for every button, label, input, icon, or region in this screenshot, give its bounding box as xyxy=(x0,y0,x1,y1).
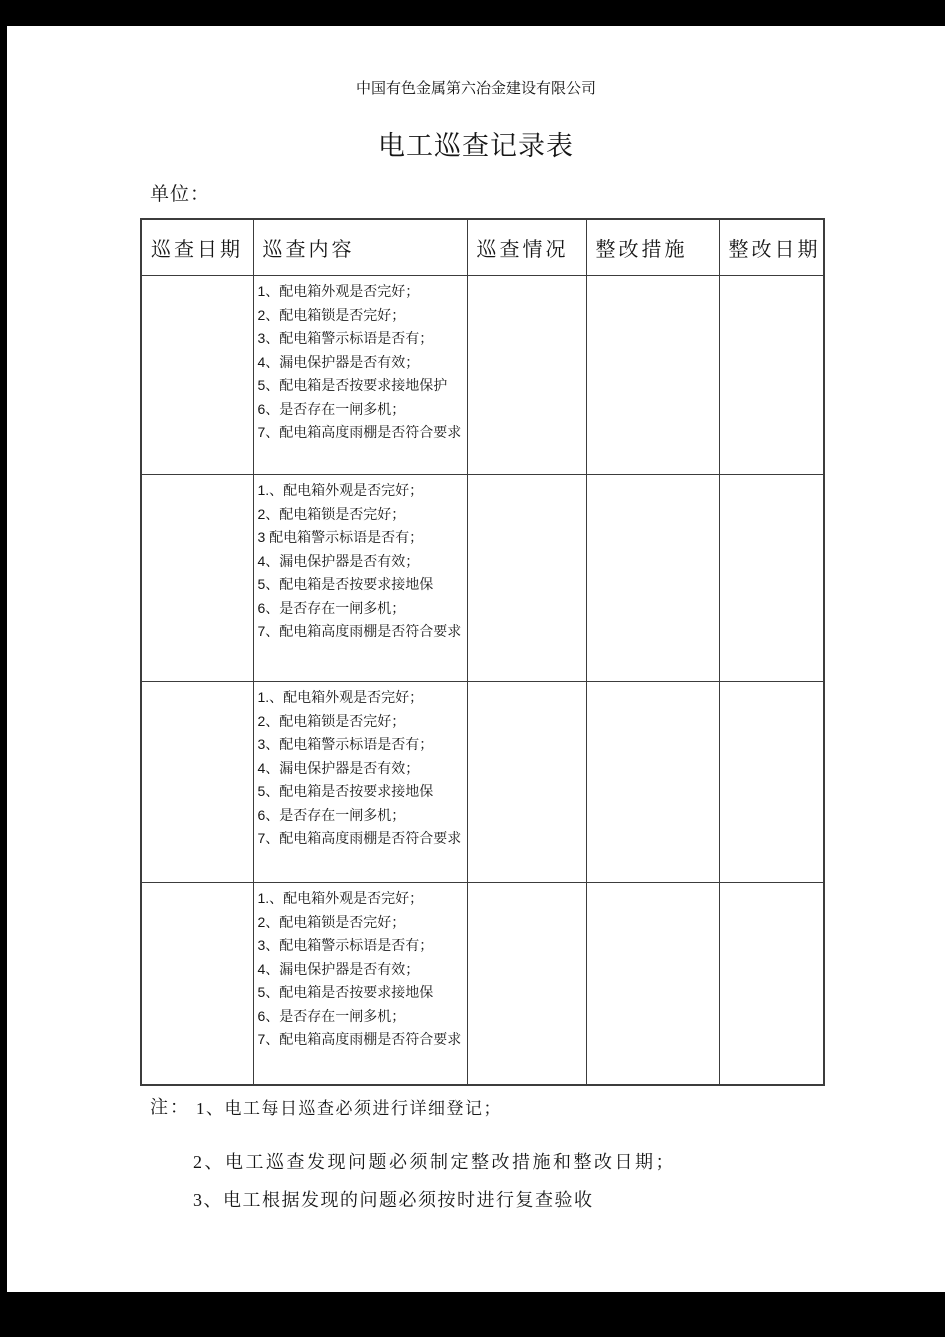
table-row xyxy=(141,475,824,682)
rectification-measures-cell xyxy=(586,276,719,475)
inspection-item: 7、配电箱高度雨棚是否符合要求 xyxy=(257,424,462,440)
table-row xyxy=(141,682,824,883)
inspection-item: 7、配电箱高度雨棚是否符合要求 xyxy=(257,623,462,639)
inspection-item: 1.、配电箱外观是否完好； xyxy=(257,482,424,498)
header-rectification-measures: 整改措施 xyxy=(586,219,719,276)
header-inspection-status: 巡查情况 xyxy=(467,219,586,276)
inspection-item: 6、是否存在一闸多机； xyxy=(257,806,406,823)
header-inspection-content: 巡查内容 xyxy=(253,219,467,276)
inspection-content-cell xyxy=(253,276,467,475)
rectification-date-cell xyxy=(719,276,824,475)
inspection-date-cell xyxy=(141,883,253,1086)
note-line: 2、电工巡查发现问题必须制定整改措施和整改日期； xyxy=(193,1152,676,1172)
inspection-item: 1.、配电箱外观是否完好； xyxy=(257,890,424,906)
unit-label: 单位： xyxy=(150,184,211,205)
rectification-date-cell xyxy=(719,883,824,1086)
inspection-item: 7、配电箱高度雨棚是否符合要求 xyxy=(257,1031,462,1047)
rectification-measures-cell xyxy=(586,682,719,883)
inspection-date-cell xyxy=(141,276,253,475)
rectification-date-cell xyxy=(719,475,824,682)
inspection-item: 3、配电箱警示标语是否有； xyxy=(257,330,434,346)
company-name: 中国有色金属第六冶金建设有限公司 xyxy=(355,80,596,97)
inspection-status-cell xyxy=(467,475,586,682)
table-row xyxy=(141,883,824,1086)
inspection-item: 3、配电箱警示标语是否有； xyxy=(257,736,434,752)
inspection-item: 4、漏电保护器是否有效； xyxy=(257,552,420,569)
inspection-item: 4、漏电保护器是否有效； xyxy=(257,960,420,977)
inspection-item: 2、配电箱锁是否完好； xyxy=(257,712,406,729)
top-letterbox-bar xyxy=(0,0,945,26)
header-inspection-date: 巡查日期 xyxy=(141,219,253,276)
inspection-item: 5、配电箱是否按要求接地保护 xyxy=(257,377,448,393)
inspection-status-cell xyxy=(467,276,586,475)
inspection-table xyxy=(140,218,825,1086)
note-line: 3、电工根据发现的问题必须按时进行复查验收 xyxy=(193,1190,594,1210)
table-row xyxy=(141,276,824,475)
inspection-item: 7、配电箱高度雨棚是否符合要求 xyxy=(257,830,462,846)
inspection-content-cell xyxy=(253,883,467,1086)
rectification-measures-cell xyxy=(586,883,719,1086)
inspection-item: 1.、配电箱外观是否完好； xyxy=(257,689,424,705)
inspection-item: 4、漏电保护器是否有效； xyxy=(257,353,420,370)
inspection-item: 3、配电箱警示标语是否有； xyxy=(257,937,434,953)
inspection-item: 6、是否存在一闸多机； xyxy=(257,1007,406,1024)
note-line: 1、电工每日巡查必须进行详细登记； xyxy=(196,1099,502,1118)
table-header-row xyxy=(141,219,824,276)
inspection-item: 2、配电箱锁是否完好； xyxy=(257,306,406,323)
inspection-item: 2、配电箱锁是否完好； xyxy=(257,505,406,522)
inspection-item: 2、配电箱锁是否完好； xyxy=(257,913,406,930)
inspection-date-cell xyxy=(141,682,253,883)
inspection-item: 3 配电箱警示标语是否有； xyxy=(257,529,424,545)
inspection-item: 5、配电箱是否按要求接地保 xyxy=(257,576,434,592)
inspection-item: 4、漏电保护器是否有效； xyxy=(257,759,420,776)
inspection-date-cell xyxy=(141,475,253,682)
rectification-date-cell xyxy=(719,682,824,883)
inspection-item: 6、是否存在一闸多机； xyxy=(257,400,406,417)
notes-label: 注： xyxy=(150,1097,190,1117)
bottom-letterbox-bar xyxy=(0,1292,945,1337)
form-title: 电工巡查记录表 xyxy=(378,131,574,161)
inspection-item: 5、配电箱是否按要求接地保 xyxy=(257,783,434,799)
inspection-item: 5、配电箱是否按要求接地保 xyxy=(257,984,434,1000)
inspection-content-cell xyxy=(253,475,467,682)
left-letterbox-strip xyxy=(0,26,7,1292)
inspection-item: 1、配电箱外观是否完好； xyxy=(257,283,420,299)
inspection-item: 6、是否存在一闸多机； xyxy=(257,599,406,616)
inspection-status-cell xyxy=(467,883,586,1086)
header-rectification-date: 整改日期 xyxy=(719,219,824,276)
inspection-content-cell xyxy=(253,682,467,883)
rectification-measures-cell xyxy=(586,475,719,682)
inspection-status-cell xyxy=(467,682,586,883)
